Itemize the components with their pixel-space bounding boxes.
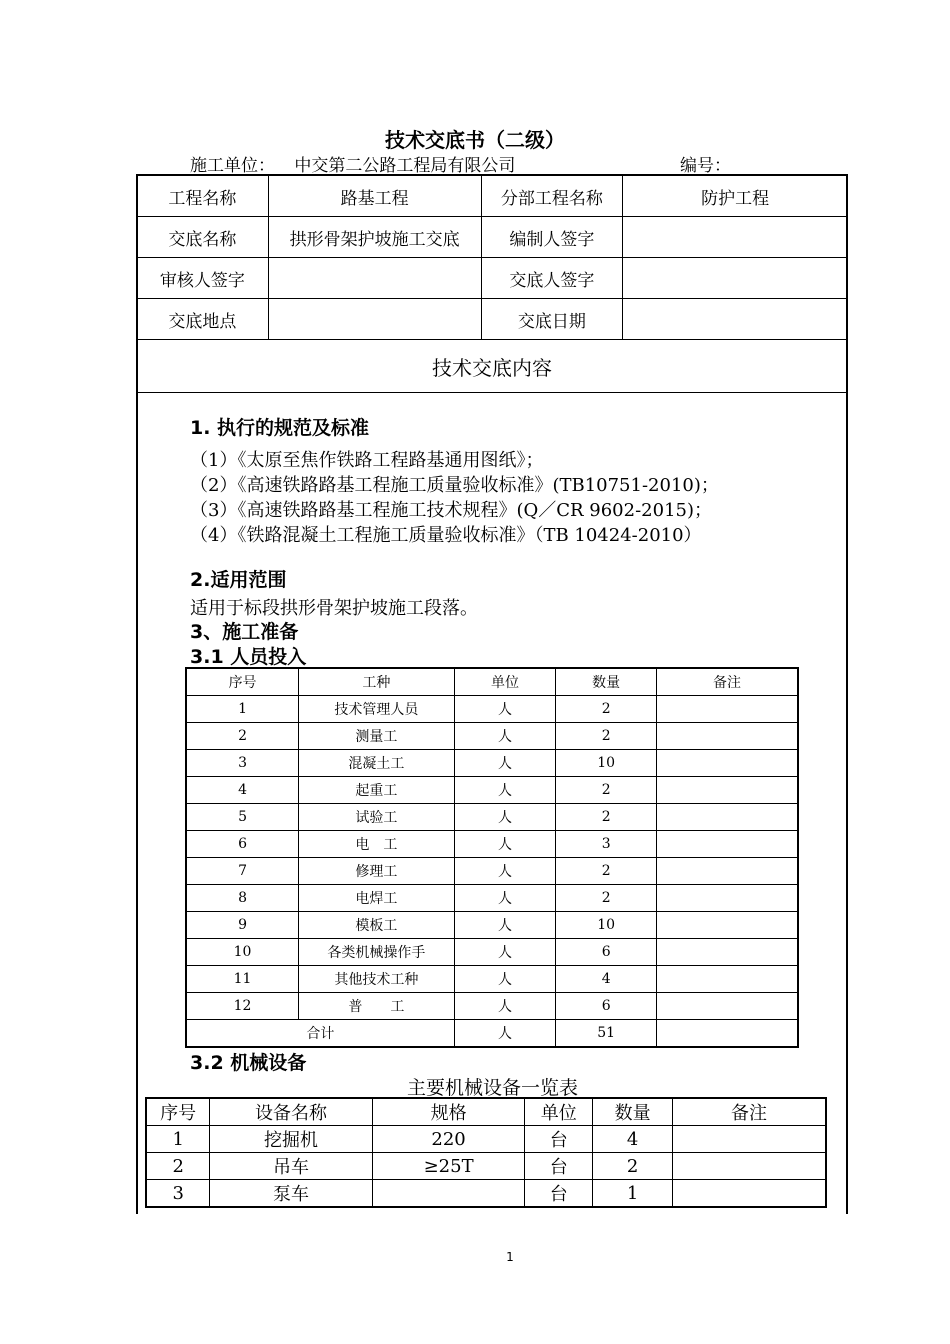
table-cell: 人: [454, 993, 556, 1020]
table-cell: 台: [525, 1126, 593, 1153]
date-field[interactable]: [623, 299, 848, 340]
table-cell: 其他技术工种: [299, 966, 455, 993]
section-3-2-title: 3.2 机械设备: [190, 1052, 307, 1074]
table-cell: 5: [186, 804, 299, 831]
table-row: [186, 912, 798, 939]
total-count: 51: [556, 1020, 657, 1048]
table-cell: 人: [454, 912, 556, 939]
table-row: [186, 750, 798, 777]
table-cell: 1: [186, 696, 299, 723]
total-unit: 人: [454, 1020, 556, 1048]
table-cell: 11: [186, 966, 299, 993]
table-cell: 人: [454, 723, 556, 750]
table-cell: ≥25T: [372, 1153, 525, 1180]
table-row: [186, 723, 798, 750]
table-row: [137, 176, 848, 217]
project-name-label: 工程名称: [137, 176, 269, 217]
table-cell: 4: [556, 966, 657, 993]
author-sign-label: 编制人签字: [481, 217, 623, 258]
table-cell: 6: [186, 831, 299, 858]
table-cell: [656, 939, 798, 966]
section-3-1-title: 3.1 人员投入: [190, 646, 307, 668]
table-cell: 9: [186, 912, 299, 939]
table-cell: 2: [556, 696, 657, 723]
table-cell: 测量工: [299, 723, 455, 750]
table-row: [137, 258, 848, 299]
table-cell: [656, 993, 798, 1020]
document-title: 技术交底书（二级）: [385, 128, 565, 152]
table-cell: 3: [186, 750, 299, 777]
table-row: [186, 777, 798, 804]
table-cell: 技术管理人员: [299, 696, 455, 723]
table-cell: 混凝土工: [299, 750, 455, 777]
table-cell: 人: [454, 966, 556, 993]
table-cell: 12: [186, 993, 299, 1020]
standard-item: （4）《铁路混凝土工程施工质量验收标准》（TB 10424-2010）: [190, 525, 702, 546]
table-cell: 2: [556, 804, 657, 831]
section-1-title: 1. 执行的规范及标准: [190, 417, 370, 439]
sub-project-label: 分部工程名称: [481, 176, 623, 217]
column-header: 单位: [454, 668, 556, 696]
table-cell: [656, 912, 798, 939]
table-cell: 220: [372, 1126, 525, 1153]
table-cell: 人: [454, 831, 556, 858]
table-cell: 各类机械操作手: [299, 939, 455, 966]
table-cell: 1: [593, 1180, 673, 1208]
table-row: [137, 299, 848, 340]
table-cell: 电 工: [299, 831, 455, 858]
table-cell: 人: [454, 885, 556, 912]
machine-table: [145, 1097, 827, 1208]
table-cell: 2: [556, 777, 657, 804]
table-row: [186, 966, 798, 993]
table-row: [186, 993, 798, 1020]
unit-value: 中交第二公路工程局有限公司: [294, 156, 516, 176]
table-cell: [656, 723, 798, 750]
briefer-sign-label: 交底人签字: [481, 258, 623, 299]
table-cell: 普 工: [299, 993, 455, 1020]
machine-table-caption: 主要机械设备一览表: [406, 1077, 578, 1099]
table-cell: 1: [146, 1126, 210, 1153]
table-row: [146, 1126, 826, 1153]
column-header: 规格: [372, 1098, 525, 1126]
table-cell: 人: [454, 750, 556, 777]
table-cell: [672, 1126, 826, 1153]
table-cell: 台: [525, 1153, 593, 1180]
table-cell: 10: [186, 939, 299, 966]
table-cell: [656, 750, 798, 777]
table-row: [186, 696, 798, 723]
date-label: 交底日期: [481, 299, 623, 340]
table-cell: 人: [454, 696, 556, 723]
table-cell: [656, 966, 798, 993]
table-header-row: [146, 1098, 826, 1126]
table-cell: 模板工: [299, 912, 455, 939]
table-cell: 台: [525, 1180, 593, 1208]
table-cell: 吊车: [210, 1153, 372, 1180]
table-row: [186, 885, 798, 912]
table-row: [186, 939, 798, 966]
sub-project-value: 防护工程: [623, 176, 848, 217]
table-cell: 6: [556, 939, 657, 966]
page-number: 1: [506, 1250, 514, 1264]
table-row: [186, 804, 798, 831]
table-row: [146, 1153, 826, 1180]
table-row: [186, 831, 798, 858]
unit-label: 施工单位：: [190, 156, 275, 176]
column-header: 单位: [525, 1098, 593, 1126]
column-header: 数量: [593, 1098, 673, 1126]
section-3-title: 3、施工准备: [190, 621, 299, 643]
table-cell: 3: [146, 1180, 210, 1208]
column-header: 序号: [146, 1098, 210, 1126]
table-cell: 修理工: [299, 858, 455, 885]
standard-item: （3）《高速铁路路基工程施工技术规程》(Q／CR 9602-2015)；: [190, 500, 712, 521]
table-cell: [656, 858, 798, 885]
standard-item: （1）《太原至焦作铁路工程路基通用图纸》；: [190, 450, 544, 471]
project-name-value: 路基工程: [268, 176, 481, 217]
brief-name-value: 拱形骨架护坡施工交底: [268, 217, 481, 258]
table-cell: 10: [556, 750, 657, 777]
reviewer-sign-label: 审核人签字: [137, 258, 269, 299]
author-sign-field[interactable]: [623, 217, 848, 258]
table-cell: 2: [556, 723, 657, 750]
table-cell: [672, 1180, 826, 1208]
table-cell: 2: [593, 1153, 673, 1180]
reviewer-sign-field[interactable]: [268, 258, 481, 299]
column-header: 数量: [556, 668, 657, 696]
table-cell: 人: [454, 858, 556, 885]
table-cell: [672, 1153, 826, 1180]
table-cell: 人: [454, 939, 556, 966]
content-heading: 技术交底内容: [136, 343, 848, 393]
column-header: 工种: [299, 668, 455, 696]
table-cell: [656, 885, 798, 912]
section-2-title: 2.适用范围: [190, 569, 287, 591]
table-cell: 4: [186, 777, 299, 804]
table-cell: [656, 804, 798, 831]
serial-number-label: 编号：: [680, 156, 731, 176]
location-label: 交底地点: [137, 299, 269, 340]
brief-name-label: 交底名称: [137, 217, 269, 258]
scope-text: 适用于标段拱形骨架护坡施工段落。: [190, 598, 478, 619]
info-table: [136, 175, 848, 340]
table-row: [186, 858, 798, 885]
standard-item: （2）《高速铁路路基工程施工质量验收标准》(TB10751-2010)；: [190, 475, 719, 496]
table-cell: 试验工: [299, 804, 455, 831]
total-note: [656, 1020, 798, 1048]
table-cell: 2: [556, 885, 657, 912]
table-cell: 电焊工: [299, 885, 455, 912]
table-cell: [656, 696, 798, 723]
table-row: [146, 1180, 826, 1208]
table-cell: 10: [556, 912, 657, 939]
column-header: 设备名称: [210, 1098, 372, 1126]
column-header: 备注: [656, 668, 798, 696]
table-row: [137, 217, 848, 258]
table-cell: [656, 777, 798, 804]
table-cell: 2: [146, 1153, 210, 1180]
table-cell: 2: [556, 858, 657, 885]
table-header-row: [186, 668, 798, 696]
column-header: 备注: [672, 1098, 826, 1126]
table-cell: 人: [454, 777, 556, 804]
table-cell: 4: [593, 1126, 673, 1153]
personnel-table: [185, 667, 799, 1048]
location-field[interactable]: [268, 299, 481, 340]
total-row: [186, 1020, 798, 1048]
table-cell: 7: [186, 858, 299, 885]
table-cell: 起重工: [299, 777, 455, 804]
table-cell: 3: [556, 831, 657, 858]
column-header: 序号: [186, 668, 299, 696]
table-cell: 6: [556, 993, 657, 1020]
table-cell: [656, 831, 798, 858]
construction-unit: [190, 151, 515, 176]
table-cell: [372, 1180, 525, 1208]
table-cell: 8: [186, 885, 299, 912]
table-cell: 人: [454, 804, 556, 831]
table-cell: 泵车: [210, 1180, 372, 1208]
total-label: 合计: [186, 1020, 454, 1048]
briefer-sign-field[interactable]: [623, 258, 848, 299]
table-cell: 2: [186, 723, 299, 750]
table-cell: 挖掘机: [210, 1126, 372, 1153]
